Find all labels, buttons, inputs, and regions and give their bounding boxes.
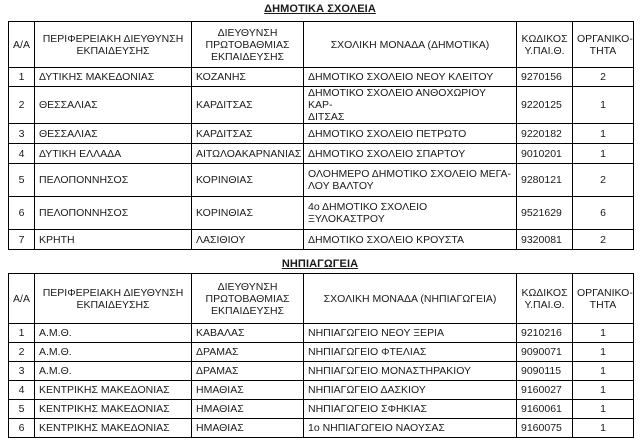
cell-code: 9270156: [517, 68, 573, 87]
table-row: [9, 324, 634, 343]
header-num: Α/Α: [9, 274, 35, 324]
cell-organic: 1: [573, 381, 634, 400]
cell-directorate: ΚΑΡΔΙΤΣΑΣ: [192, 87, 304, 124]
cell-code: 9521629: [517, 197, 573, 230]
cell-region: ΚΕΝΤΡΙΚΗΣ ΜΑΚΕΔΟΝΙΑΣ: [35, 381, 192, 400]
cell-organic: 1: [573, 124, 634, 144]
cell-organic: 1: [573, 419, 634, 438]
header-directorate: ΔΙΕΥΘΥΝΣΗ ΠΡΩΤΟΒΑΘΜΙΑΣ ΕΚΠΑΙΔΕΥΣΗΣ: [192, 22, 304, 68]
cell-code: 9090071: [517, 343, 573, 362]
table-row: [9, 230, 634, 250]
cell-school: ΝΗΠΙΑΓΩΓΕΙΟ ΝΕΟΥ ΞΕΡΙΑ: [304, 324, 517, 343]
header-school: ΣΧΟΛΙΚΗ ΜΟΝΑΔΑ (ΝΗΠΙΑΓΩΓΕΙΑ): [304, 274, 517, 324]
cell-organic: 1: [573, 400, 634, 419]
header-code: ΚΩΔΙΚΟΣ Υ.ΠΑΙ.Θ.: [517, 22, 573, 68]
cell-code: 9160061: [517, 400, 573, 419]
cell-num: 4: [9, 144, 35, 164]
cell-num: 4: [9, 381, 35, 400]
cell-region: ΔΥΤΙΚΗΣ ΜΑΚΕΔΟΝΙΑΣ: [35, 68, 192, 87]
cell-code: 9160075: [517, 419, 573, 438]
table-row: [9, 197, 634, 230]
cell-region: Α.Μ.Θ.: [35, 324, 192, 343]
cell-directorate: ΛΑΣΙΘΙΟΥ: [192, 230, 304, 250]
kindergarten-table: [8, 273, 634, 438]
cell-school: ΝΗΠΙΑΓΩΓΕΙΟ ΜΟΝΑΣΤΗΡΑΚΙΟΥ: [304, 362, 517, 381]
table-row: [9, 124, 634, 144]
cell-organic: 1: [573, 324, 634, 343]
cell-region: ΔΥΤΙΚΗ ΕΛΛΑΔΑ: [35, 144, 192, 164]
cell-school: 4ο ΔΗΜΟΤΙΚΟ ΣΧΟΛΕΙΟ ΞΥΛΟΚΑΣΤΡΟΥ: [304, 197, 517, 230]
cell-organic: 1: [573, 362, 634, 381]
cell-region: ΚΕΝΤΡΙΚΗΣ ΜΑΚΕΔΟΝΙΑΣ: [35, 400, 192, 419]
header-region: ΠΕΡΙΦΕΡΕΙΑΚΗ ΔΙΕΥΘΥΝΣΗ ΕΚΠΑΙΔΕΥΣΗΣ: [35, 274, 192, 324]
cell-school: ΔΗΜΟΤΙΚΟ ΣΧΟΛΕΙΟ ΑΝΘΟΧΩΡΙΟΥ ΚΑΡ- ΔΙΤΣΑΣ: [304, 87, 517, 124]
table-row: [9, 87, 634, 124]
kindergarten-title: ΝΗΠΙΑΓΩΓΕΙΑ: [281, 258, 359, 270]
cell-school: ΝΗΠΙΑΓΩΓΕΙΟ ΔΑΣΚΙΟΥ: [304, 381, 517, 400]
cell-code: 9220125: [517, 87, 573, 124]
cell-num: 6: [9, 197, 35, 230]
cell-num: 1: [9, 68, 35, 87]
cell-code: 9090115: [517, 362, 573, 381]
cell-school: ΝΗΠΙΑΓΩΓΕΙΟ ΣΦΗΚΙΑΣ: [304, 400, 517, 419]
cell-organic: 2: [573, 230, 634, 250]
cell-directorate: ΗΜΑΘΙΑΣ: [192, 381, 304, 400]
table-header-row: [9, 22, 634, 68]
cell-directorate: ΚΟΡΙΝΘΙΑΣ: [192, 197, 304, 230]
header-school: ΣΧΟΛΙΚΗ ΜΟΝΑΔΑ (ΔΗΜΟΤΙΚΑ): [304, 22, 517, 68]
header-directorate: ΔΙΕΥΘΥΝΣΗ ΠΡΩΤΟΒΑΘΜΙΑΣ ΕΚΠΑΙΔΕΥΣΗΣ: [192, 274, 304, 324]
cell-region: ΚΕΝΤΡΙΚΗΣ ΜΑΚΕΔΟΝΙΑΣ: [35, 419, 192, 438]
table-row: [9, 419, 634, 438]
table-row: [9, 144, 634, 164]
primary-schools-table: [8, 21, 634, 250]
cell-region: ΠΕΛΟΠΟΝΝΗΣΟΣ: [35, 197, 192, 230]
cell-school: ΔΗΜΟΤΙΚΟ ΣΧΟΛΕΙΟ ΣΠΑΡΤΟΥ: [304, 144, 517, 164]
cell-directorate: ΗΜΑΘΙΑΣ: [192, 400, 304, 419]
header-region: ΠΕΡΙΦΕΡΕΙΑΚΗ ΔΙΕΥΘΥΝΣΗ ΕΚΠΑΙΔΕΥΣΗΣ: [35, 22, 192, 68]
cell-region: ΘΕΣΣΑΛΙΑΣ: [35, 124, 192, 144]
table-row: [9, 343, 634, 362]
cell-directorate: ΗΜΑΘΙΑΣ: [192, 419, 304, 438]
cell-directorate: ΚΑΡΔΙΤΣΑΣ: [192, 124, 304, 144]
table-row: [9, 381, 634, 400]
cell-code: 9010201: [517, 144, 573, 164]
table-row: [9, 362, 634, 381]
table-header-row: [9, 274, 634, 324]
cell-region: ΠΕΛΟΠΟΝΝΗΣΟΣ: [35, 164, 192, 197]
cell-organic: 1: [573, 144, 634, 164]
cell-region: ΘΕΣΣΑΛΙΑΣ: [35, 87, 192, 124]
table-row: [9, 68, 634, 87]
cell-directorate: ΚΟΡΙΝΘΙΑΣ: [192, 164, 304, 197]
cell-organic: 6: [573, 197, 634, 230]
header-organic: ΟΡΓΑΝΙΚΟ-ΤΗΤΑ: [573, 22, 634, 68]
cell-num: 2: [9, 343, 35, 362]
cell-code: 9220182: [517, 124, 573, 144]
cell-organic: 1: [573, 343, 634, 362]
cell-organic: 1: [573, 87, 634, 124]
cell-region: Α.Μ.Θ.: [35, 362, 192, 381]
cell-school: ΝΗΠΙΑΓΩΓΕΙΟ ΦΤΕΛΙΑΣ: [304, 343, 517, 362]
cell-region: ΚΡΗΤΗ: [35, 230, 192, 250]
cell-num: 7: [9, 230, 35, 250]
cell-num: 1: [9, 324, 35, 343]
primary-schools-title: ΔΗΜΟΤΙΚΑ ΣΧΟΛΕΙΑ: [264, 3, 376, 15]
cell-num: 5: [9, 164, 35, 197]
cell-num: 3: [9, 362, 35, 381]
cell-directorate: ΔΡΑΜΑΣ: [192, 362, 304, 381]
header-organic: ΟΡΓΑΝΙΚΟ-ΤΗΤΑ: [573, 274, 634, 324]
table-row: [9, 164, 634, 197]
cell-school: 1ο ΝΗΠΙΑΓΩΓΕΙΟ ΝΑΟΥΣΑΣ: [304, 419, 517, 438]
table-row: [9, 400, 634, 419]
cell-organic: 2: [573, 68, 634, 87]
cell-region: Α.Μ.Θ.: [35, 343, 192, 362]
header-code: ΚΩΔΙΚΟΣ Υ.ΠΑΙ.Θ.: [517, 274, 573, 324]
cell-school: ΔΗΜΟΤΙΚΟ ΣΧΟΛΕΙΟ ΝΕΟΥ ΚΛΕΙΤΟΥ: [304, 68, 517, 87]
cell-directorate: ΔΡΑΜΑΣ: [192, 343, 304, 362]
cell-num: 5: [9, 400, 35, 419]
cell-num: 3: [9, 124, 35, 144]
cell-school: ΔΗΜΟΤΙΚΟ ΣΧΟΛΕΙΟ ΠΕΤΡΩΤΟ: [304, 124, 517, 144]
cell-code: 9280121: [517, 164, 573, 197]
header-num: Α/Α: [9, 22, 35, 68]
cell-school: ΔΗΜΟΤΙΚΟ ΣΧΟΛΕΙΟ ΚΡΟΥΣΤΑ: [304, 230, 517, 250]
cell-code: 9210216: [517, 324, 573, 343]
cell-organic: 2: [573, 164, 634, 197]
cell-code: 9320081: [517, 230, 573, 250]
cell-directorate: ΚΟΖΑΝΗΣ: [192, 68, 304, 87]
cell-code: 9160027: [517, 381, 573, 400]
cell-school: ΟΛΟΗΜΕΡΟ ΔΗΜΟΤΙΚΟ ΣΧΟΛΕΙΟ ΜΕΓΑ- ΛΟΥ ΒΑΛΤΟΥ: [304, 164, 517, 197]
cell-num: 6: [9, 419, 35, 438]
cell-num: 2: [9, 87, 35, 124]
cell-directorate: ΑΙΤΩΛΟΑΚΑΡΝΑΝΙΑΣ: [192, 144, 304, 164]
cell-directorate: ΚΑΒΑΛΑΣ: [192, 324, 304, 343]
